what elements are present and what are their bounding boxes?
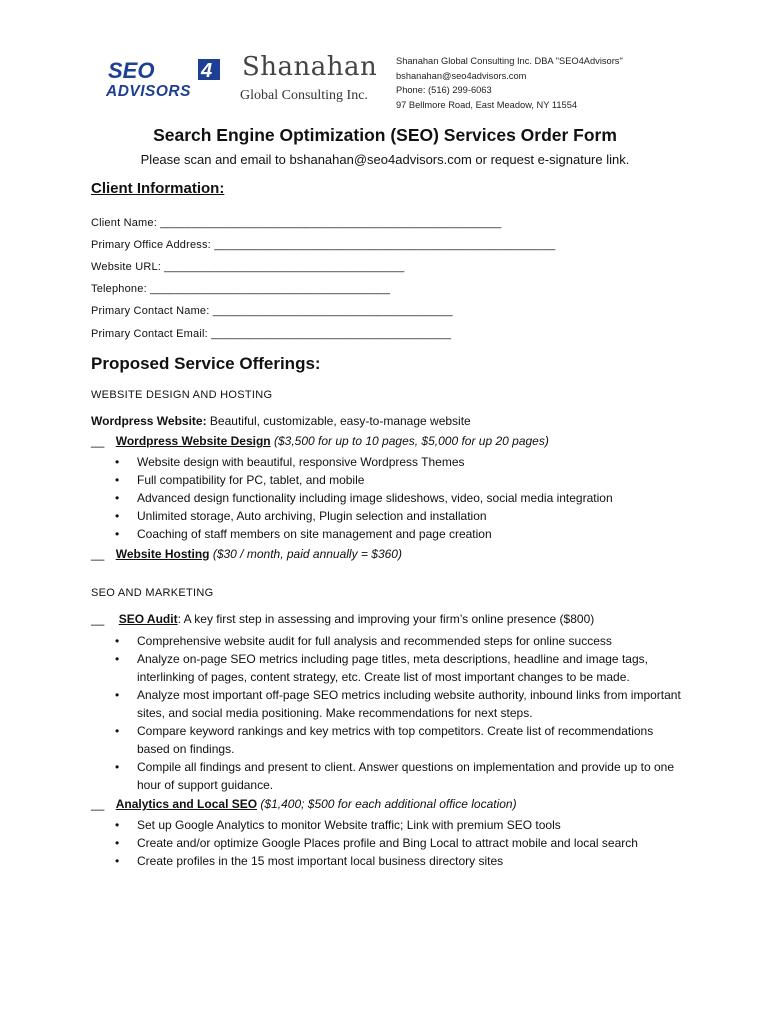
contact-phone: Phone: (516) 299-6063	[396, 85, 492, 95]
list-item: • Analyze most important off-page SEO metrics including website authority, inbound links from important sites, and social media positioning. Make recommendations for next steps.	[115, 686, 685, 722]
list-item: • Compile all findings and present to client. Answer questions on implementation and provide up to one hour of support guidance.	[115, 758, 685, 794]
services-heading: Proposed Service Offerings:	[91, 354, 321, 373]
analytics-local-seo-price: ($1,400; $500 for each additional office location)	[257, 797, 517, 811]
analytics-local-seo-bullets	[115, 816, 685, 870]
wordpress-intro-label: Wordpress Website:	[91, 414, 207, 428]
telephone-field[interactable]: Telephone: ______________________________________	[91, 283, 391, 295]
client-name-field[interactable]: Client Name: ______________________________________________________	[91, 217, 502, 229]
logo-seo-text: SEO	[108, 58, 155, 83]
wordpress-intro-text: Beautiful, customizable, easy-to-manage website	[206, 414, 471, 428]
analytics-local-seo-checkbox[interactable]: __	[91, 797, 105, 811]
contact-email-field[interactable]: Primary Contact Email: ______________________________________	[91, 328, 452, 340]
list-item: • Comprehensive website audit for full analysis and recommended steps for online success	[115, 632, 685, 650]
seo-audit-label: SEO Audit	[118, 612, 178, 626]
analytics-local-seo-label: Analytics and Local SEO	[115, 797, 258, 811]
list-item: • Analyze on-page SEO metrics including page titles, meta descriptions, headline and image tags, interlinking of pages, content strategy, etc. Create list of most important changes to be made.	[115, 650, 685, 686]
contact-name-field[interactable]: Primary Contact Name: ______________________________________	[91, 305, 453, 317]
seo-audit-option[interactable]	[91, 612, 594, 626]
list-item: • Create profiles in the 15 most important local business directory sites	[115, 852, 685, 870]
wordpress-design-price: ($3,500 for up to 10 pages, $5,000 for up 20 pages)	[270, 434, 549, 448]
seo-audit-description: : A key first step in assessing and improving your firm’s online presence ($800)	[177, 612, 595, 626]
website-hosting-price: ($30 / month, paid annually = $360)	[209, 547, 402, 561]
page-title: Search Engine Optimization (SEO) Services Order Form	[153, 125, 617, 145]
list-item: • Website design with beautiful, responsive Wordpress Themes	[115, 453, 685, 471]
website-hosting-label: Website Hosting	[115, 547, 210, 561]
list-item: • Coaching of staff members on site management and page creation	[115, 525, 685, 543]
list-item: • Unlimited storage, Auto archiving, Plugin selection and installation	[115, 507, 685, 525]
website-hosting-option[interactable]	[91, 547, 402, 561]
wordpress-design-label: Wordpress Website Design	[115, 434, 271, 448]
list-item: • Full compatibility for PC, tablet, and mobile	[115, 471, 685, 489]
wordpress-design-option[interactable]	[91, 434, 549, 448]
list-item: • Compare keyword rankings and key metrics with top competitors. Create list of recommendations based on findings.	[115, 722, 685, 758]
logo-advisors-text: ADVISORS	[106, 83, 191, 98]
client-info-heading: Client Information:	[91, 180, 225, 197]
seo-section-heading: SEO AND MARKETING	[91, 587, 214, 599]
wordpress-intro	[91, 414, 471, 428]
website-url-field[interactable]: Website URL: ______________________________________	[91, 261, 405, 273]
list-item: • Create and/or optimize Google Places profile and Bing Local to attract mobile and local search	[115, 834, 685, 852]
contact-email: bshanahan@seo4advisors.com	[396, 70, 527, 81]
contact-address: 97 Bellmore Road, East Meadow, NY 11554	[396, 99, 578, 110]
office-address-field[interactable]: Primary Office Address: ______________________________________________________	[91, 239, 556, 251]
logo-number-text: 4	[201, 60, 213, 82]
contact-company: Shanahan Global Consulting Inc. DBA "SEO4Advisors"	[396, 56, 623, 66]
list-item: • Set up Google Analytics to monitor Website traffic; Link with premium SEO tools	[115, 816, 685, 834]
page-subtitle: Please scan and email to bshanahan@seo4advisors.com or request e-signature link.	[140, 152, 630, 167]
shanahan-logo-name: Shanahan	[242, 52, 378, 82]
seo-audit-bullets	[115, 632, 685, 794]
contact-block	[396, 54, 623, 112]
analytics-local-seo-option[interactable]	[91, 797, 517, 811]
seo-audit-checkbox[interactable]: __	[91, 612, 105, 626]
list-item: • Advanced design functionality including image slideshows, video, social media integration	[115, 489, 685, 507]
wordpress-design-bullets	[115, 453, 685, 543]
website-hosting-checkbox[interactable]: __	[91, 547, 105, 561]
seo4advisors-logo	[106, 58, 222, 98]
wordpress-design-checkbox[interactable]: __	[91, 434, 105, 448]
shanahan-logo-subtitle: Global Consulting Inc.	[240, 88, 368, 103]
web-section-heading: WEBSITE DESIGN AND HOSTING	[91, 389, 273, 401]
